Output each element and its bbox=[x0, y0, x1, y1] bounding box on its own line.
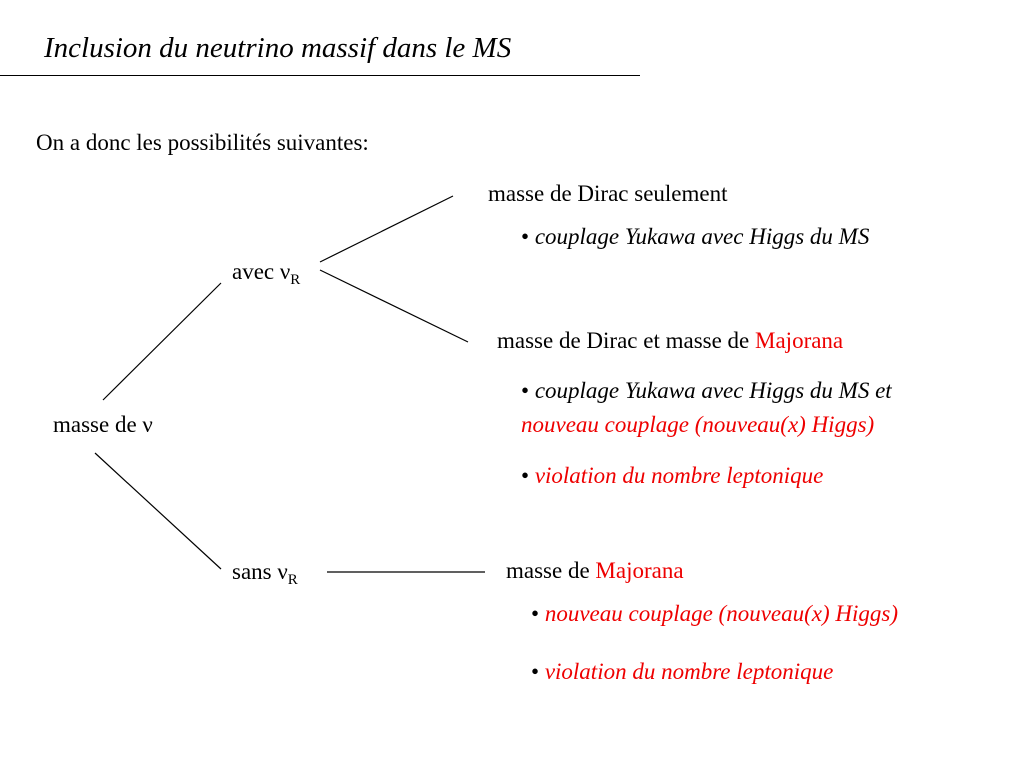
dirac-majorana-heading-black: masse de Dirac et masse de bbox=[497, 328, 756, 353]
dirac-majorana-heading bbox=[497, 328, 843, 354]
dirac-majorana-bullet-2-red: violation du nombre leptonique bbox=[534, 463, 824, 488]
dirac-majorana-bullet-1-red: nouveau couplage (nouveau(x) Higgs) bbox=[521, 412, 875, 437]
root-node-label: masse de ν bbox=[53, 412, 153, 437]
majorana-heading-red: Majorana bbox=[595, 558, 684, 583]
node-avec-prefix: avec ν bbox=[232, 259, 291, 284]
bullet-marker: • bbox=[521, 224, 530, 249]
majorana-bullet-2 bbox=[531, 659, 833, 685]
bullet-marker: • bbox=[531, 659, 540, 684]
dirac-only-bullet bbox=[521, 224, 869, 250]
majorana-bullet-1-red: nouveau couplage (nouveau(x) Higgs) bbox=[544, 601, 898, 626]
majorana-heading bbox=[506, 558, 684, 584]
node-sans-prefix: sans ν bbox=[232, 559, 288, 584]
dirac-majorana-bullet-1-black: couplage Yukawa avec Higgs du MS et bbox=[534, 378, 892, 403]
dirac-majorana-bullet-2 bbox=[521, 463, 823, 489]
node-avec-nu-r bbox=[232, 259, 300, 289]
dirac-only-heading: masse de Dirac seulement bbox=[488, 181, 728, 206]
connector-avec-to-dirac-only bbox=[320, 196, 453, 262]
connector-root-to-avec bbox=[103, 283, 221, 400]
connector-root-to-sans bbox=[95, 453, 221, 569]
node-sans-subscript: R bbox=[287, 572, 298, 588]
node-avec-subscript: R bbox=[290, 272, 301, 288]
majorana-bullet-1 bbox=[531, 601, 898, 627]
node-sans-nu-r bbox=[232, 559, 298, 589]
dirac-only-bullet-text: couplage Yukawa avec Higgs du MS bbox=[534, 224, 870, 249]
dirac-majorana-bullet-1 bbox=[521, 378, 892, 404]
majorana-heading-black: masse de bbox=[506, 558, 596, 583]
connector-avec-to-dirac-majorana bbox=[320, 270, 468, 342]
page-title: Inclusion du neutrino massif dans le MS bbox=[44, 32, 512, 64]
bullet-marker: • bbox=[521, 378, 530, 403]
intro-text: On a donc les possibilités suivantes: bbox=[36, 130, 369, 155]
majorana-bullet-2-red: violation du nombre leptonique bbox=[544, 659, 834, 684]
bullet-marker: • bbox=[521, 463, 530, 488]
dirac-majorana-heading-red: Majorana bbox=[755, 328, 844, 353]
bullet-marker: • bbox=[531, 601, 540, 626]
